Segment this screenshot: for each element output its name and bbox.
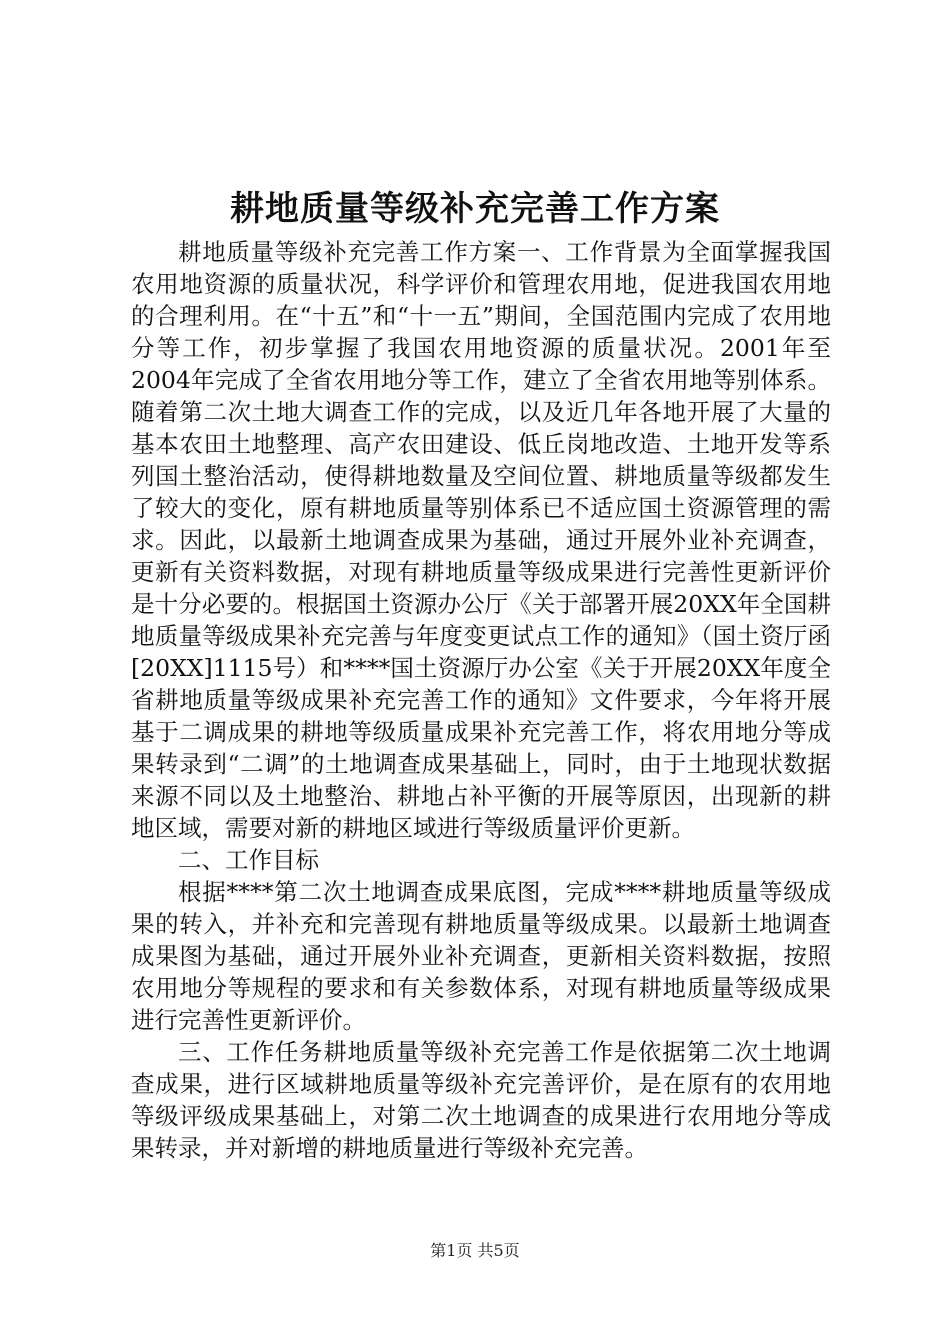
paragraph-background: 耕地质量等级补充完善工作方案一、工作背景为全面掌握我国农用地资源的质量状况，科学评价和管理农用地，促进我国农用地的合理利用。在“十五”和“十一五”期间，全国范围内完成了农用地分等工作，初步掌握了我国农用地资源的质量状况。2001年至2004年完成了全省农用地分等工作，建立了全省农用地等别体系。随着第二次土地大调查工作的完成，以及近几年各地开展了大量的基本农田土地整理、高产农田建设、低丘岗地改造、土地开发等系列国土整治活动，使得耕地数量及空间位置、耕地质量等级都发生了较大的变化，原有耕地质量等别体系已不适应国土资源管理的需求。因此，以最新土地调查成果为基础，通过开展外业补充调查，更新有关资料数据，对现有耕地质量等级成果进行完善性更新评价是十分必要的。根据国土资源办公厅《关于部署开展20XX年全国耕地质量等级成果补充完善与年度变更试点工作的通知》（国土资厅函[20XX]1115号）和****国土资源厅办公室《关于开展20XX年度全省耕地质量等级成果补充完善工作的通知》文件要求，今年将开展基于二调成果的耕地等级质量成果补充完善工作，将农用地分等成果转录到“二调”的土地调查成果基础上，同时，由于土地现状数据来源不同以及土地整治、耕地占补平衡的开展等原因，出现新的耕地区域，需要对新的耕地区域进行等级质量评价更新。 [131,238,831,842]
section-heading-goals: 二、工作目标 [178,846,319,874]
document-body [131,236,831,1164]
paragraph-tasks: 三、工作任务耕地质量等级补充完善工作是依据第二次土地调查成果，进行区域耕地质量等级补充完善评价，是在原有的农用地等级评级成果基础上，对第二次土地调查的成果进行农用地分等成果转录，并对新增的耕地质量进行等级补充完善。 [131,1038,831,1162]
page-number-footer: 第1页 共5页 [430,1241,520,1260]
paragraph-goals: 根据****第二次土地调查成果底图，完成****耕地质量等级成果的转入，并补充和完善现有耕地质量等级成果。以最新土地调查成果图为基础，通过开展外业补充调查，更新相关资料数据，按照农用地分等规程的要求和有关参数体系，对现有耕地质量等级成果进行完善性更新评价。 [131,878,831,1034]
document-title: 耕地质量等级补充完善工作方案 [230,189,720,229]
